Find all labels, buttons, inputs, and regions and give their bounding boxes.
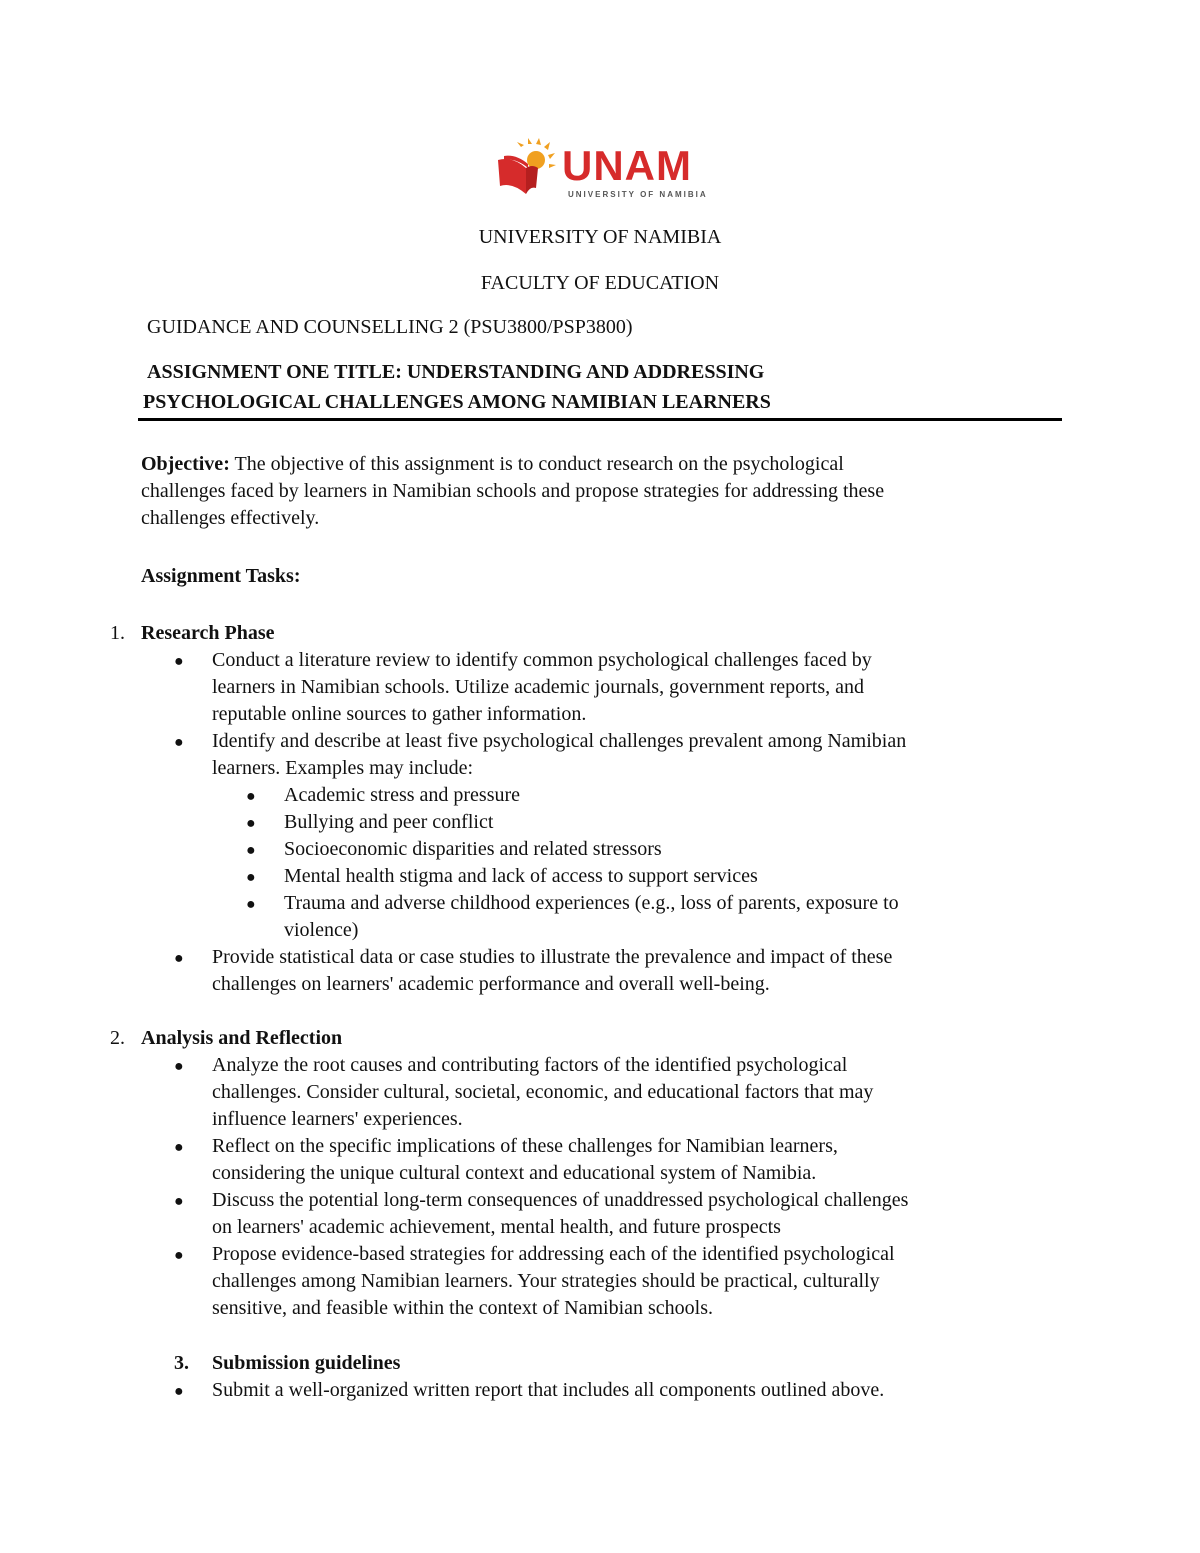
bullet-icon: ● (174, 1058, 184, 1075)
objective-line1: Objective: The objective of this assignment is to conduct research on the psychological (141, 453, 844, 475)
s1-sub3: Socioeconomic disparities and related stressors (284, 838, 662, 860)
s2-b4-line2: challenges among Namibian learners. Your strategies should be practical, culturally (212, 1270, 880, 1292)
s1-sub5-line1: Trauma and adverse childhood experiences (e.g., loss of parents, exposure to (284, 892, 899, 914)
s2-b3-line2: on learners' academic achievement, mental health, and future prospects (212, 1216, 781, 1238)
course-title: GUIDANCE AND COUNSELLING 2 (PSU3800/PSP3800) (147, 316, 633, 338)
section2-number: 2. (110, 1027, 125, 1049)
s1-b3-line1: Provide statistical data or case studies to illustrate the prevalence and impact of these (212, 946, 893, 968)
bullet-icon: ● (174, 734, 184, 751)
s2-b4-line3: sensitive, and feasible within the context of Namibian schools. (212, 1297, 713, 1319)
title-divider (138, 418, 1062, 421)
bullet-icon: ● (174, 1247, 184, 1264)
section1-title: Research Phase (141, 622, 275, 644)
bullet-icon: ● (174, 1139, 184, 1156)
logo-subline: UNIVERSITY OF NAMIBIA (568, 190, 708, 199)
objective-line2: challenges faced by learners in Namibian schools and propose strategies for addressing these (141, 480, 885, 502)
bullet-icon: ● (174, 1383, 184, 1400)
assignment-title-line1: ASSIGNMENT ONE TITLE: UNDERSTANDING AND ADDRESSING (147, 361, 765, 383)
s3-b1: Submit a well-organized written report that includes all components outlined above. (212, 1379, 885, 1401)
s1-b2-line2: learners. Examples may include: (212, 757, 474, 779)
bullet-icon: ● (174, 653, 184, 670)
bullet-icon: ● (174, 950, 184, 967)
faculty-name: FACULTY OF EDUCATION (480, 272, 720, 294)
s1-sub2: Bullying and peer conflict (284, 811, 494, 833)
s1-b1-line1: Conduct a literature review to identify common psychological challenges faced by (212, 649, 872, 671)
section3-number: 3. (174, 1352, 189, 1374)
s1-sub5-line2: violence) (284, 919, 359, 941)
university-name: UNIVERSITY OF NAMIBIA (478, 226, 722, 248)
s1-sub4: Mental health stigma and lack of access to support services (284, 865, 758, 887)
bullet-icon: ● (174, 1193, 184, 1210)
logo-wordmark: UNAM (562, 142, 692, 189)
s1-b1-line3: reputable online sources to gather information. (212, 703, 587, 725)
section1-number: 1. (110, 622, 125, 644)
s2-b2-line1: Reflect on the specific implications of these challenges for Namibian learners, (212, 1135, 838, 1157)
s1-b2-line1: Identify and describe at least five psychological challenges prevalent among Namibian (212, 730, 907, 752)
bullet-icon: ● (246, 869, 256, 886)
assignment-title-line2: PSYCHOLOGICAL CHALLENGES AMONG NAMIBIAN LEARNERS (143, 391, 771, 413)
s1-b1-line2: learners in Namibian schools. Utilize academic journals, government reports, and (212, 676, 865, 698)
s2-b3-line1: Discuss the potential long-term consequences of unaddressed psychological challenges (212, 1189, 909, 1211)
s2-b4-line1: Propose evidence-based strategies for addressing each of the identified psychological (212, 1243, 895, 1265)
section2-title: Analysis and Reflection (141, 1027, 343, 1049)
objective-line3: challenges effectively. (141, 507, 320, 529)
tasks-heading: Assignment Tasks: (141, 565, 301, 587)
s2-b1-line1: Analyze the root causes and contributing factors of the identified psychological (212, 1054, 848, 1076)
bullet-icon: ● (246, 788, 256, 805)
s1-sub1: Academic stress and pressure (284, 784, 521, 806)
bullet-icon: ● (246, 815, 256, 832)
objective-label: Objective: (141, 453, 230, 475)
bullet-icon: ● (246, 896, 256, 913)
s2-b1-line2: challenges. Consider cultural, societal, economic, and educational factors that may (212, 1081, 874, 1103)
unam-logo (492, 138, 712, 208)
bullet-icon: ● (246, 842, 256, 859)
s2-b1-line3: influence learners' experiences. (212, 1108, 463, 1130)
s2-b2-line2: considering the unique cultural context and educational system of Namibia. (212, 1162, 817, 1184)
s1-b3-line2: challenges on learners' academic performance and overall well-being. (212, 973, 770, 995)
section3-title: Submission guidelines (212, 1352, 401, 1374)
